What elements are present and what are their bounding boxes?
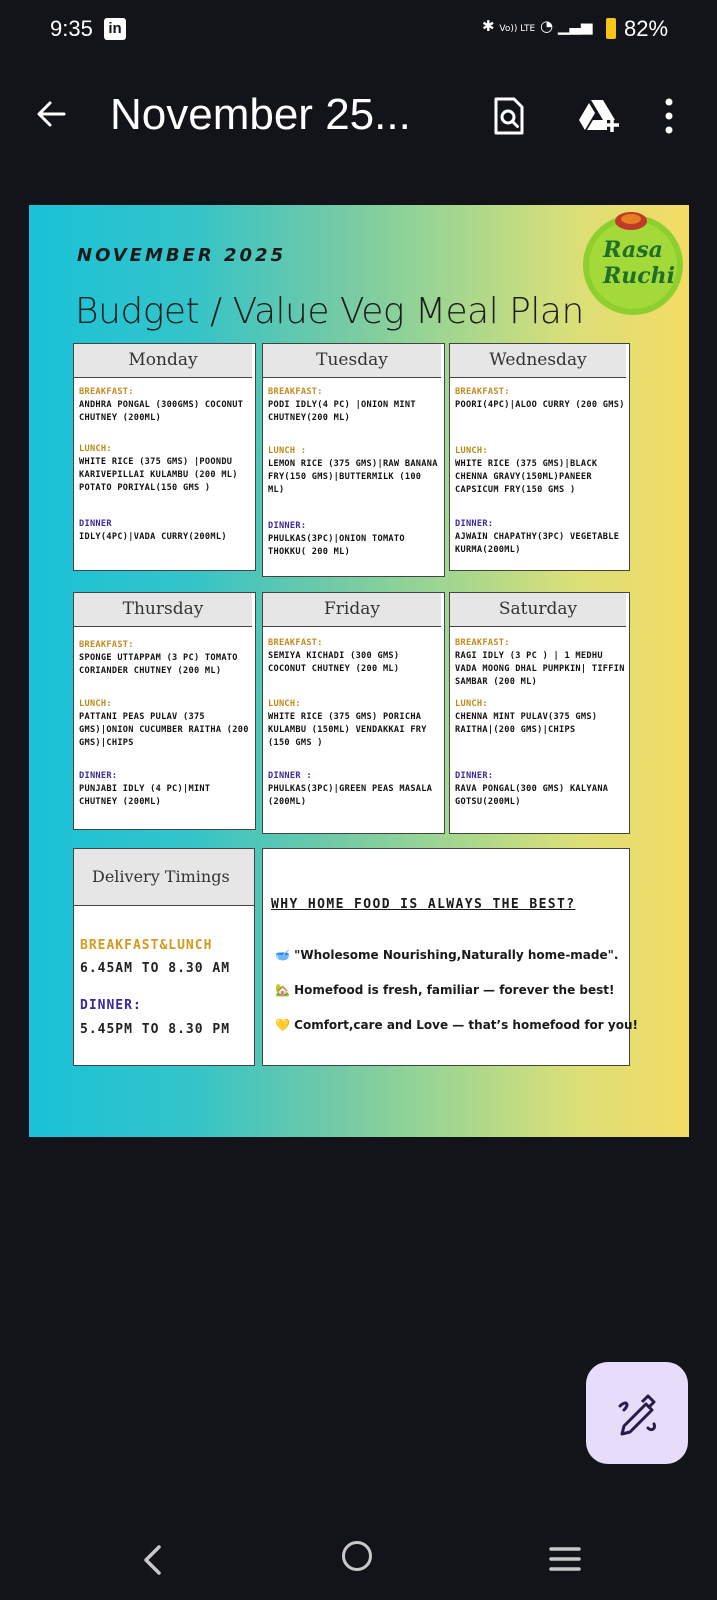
- dinner-delivery-label: DINNER:: [80, 998, 142, 1013]
- house-icon: 🏡: [275, 983, 290, 997]
- why-line-2: 🏡 Homefood is fresh, familiar — forever the best!: [275, 983, 615, 997]
- lunch-item: LUNCH: WHITE RICE (375 GMS)|BLACK CHENNA GRAVY(150ML)PANEER CAPSICUM FRY(150 GMS ): [455, 446, 598, 495]
- signal-icons: [482, 17, 592, 35]
- more-vert-icon[interactable]: [664, 98, 674, 139]
- rasa-ruchi-logo: [573, 205, 689, 320]
- document-title: November 25...: [110, 90, 411, 139]
- day-card-wednesday: [449, 343, 630, 571]
- breakfast-lunch-time: 6.45AM TO 8.30 AM: [80, 961, 231, 976]
- day-heading: Tuesday: [263, 344, 441, 378]
- bowl-icon: 🥣: [275, 948, 290, 962]
- why-heading: WHY HOME FOOD IS ALWAYS THE BEST?: [271, 897, 576, 912]
- battery-percent: 82%: [624, 16, 669, 41]
- delivery-timings-card: [73, 848, 255, 1066]
- heart-icon: 💛: [275, 1018, 290, 1032]
- lunch-item: LUNCH: PATTANI PEAS PULAV (375 GMS)|ONION CUCUMBER RAITHA (200 GMS)|CHIPS: [79, 699, 249, 748]
- breakfast-item: BREAKFAST: PODI IDLY(4 PC) |ONION MINT CHUTNEY(200 ML): [268, 387, 416, 423]
- svg-text:Ruchi: Ruchi: [602, 263, 676, 289]
- breakfast-item: BREAKFAST: RAGI IDLY (3 PC ) | 1 MEDHU VADA MOONG DHAL PUMPKIN| TIFFIN SAMBAR (200 ML): [455, 638, 625, 687]
- search-document-icon[interactable]: [492, 96, 526, 141]
- dinner-item: DINNER: PHULKAS(3PC)|ONION TOMATO THOKKU( 200 ML): [268, 521, 405, 557]
- delivery-heading: Delivery Timings: [74, 849, 254, 906]
- dinner-item: DINNER: RAVA PONGAL(300 GMS) KALYANA GOTSU(200ML): [455, 771, 609, 807]
- day-heading: Wednesday: [450, 344, 626, 378]
- drive-add-icon[interactable]: [578, 98, 622, 139]
- status-time: 9:35: [50, 16, 93, 41]
- nav-recents-icon[interactable]: [548, 1546, 582, 1577]
- dinner-item: DINNER IDLY(4PC)|VADA CURRY(200ML): [79, 519, 227, 542]
- why-line-3: 💛 Comfort,care and Love — that’s homefood for you!: [275, 1018, 638, 1032]
- day-heading: Monday: [74, 344, 252, 378]
- breakfast-item: BREAKFAST: SPONGE UTTAPPAM (3 PC) TOMATO CORIANDER CHUTNEY (200 ML): [79, 640, 238, 676]
- day-card-saturday: [449, 592, 630, 834]
- document-page[interactable]: [29, 205, 689, 1137]
- status-bar: [0, 0, 717, 60]
- edit-pen-icon: [586, 1362, 688, 1464]
- day-card-monday: [73, 343, 256, 571]
- dinner-delivery-time: 5.45PM TO 8.30 PM: [80, 1022, 231, 1037]
- plan-title: Budget / Value Veg Meal Plan: [75, 291, 584, 332]
- day-card-friday: [262, 592, 445, 834]
- battery-icon: [606, 18, 616, 39]
- dinner-item: DINNER: AJWAIN CHAPATHY(3PC) VEGETABLE KURMA(200ML): [455, 519, 620, 555]
- breakfast-item: BREAKFAST: SEMIYA KICHADI (300 GMS) COCONUT CHUTNEY (200 ML): [268, 638, 400, 674]
- wifi-icon: ◔: [539, 17, 554, 35]
- nav-home-icon[interactable]: [342, 1541, 372, 1571]
- why-home-food-card: [262, 848, 638, 1066]
- edit-fab-button[interactable]: [586, 1362, 688, 1464]
- day-heading: Saturday: [450, 593, 626, 627]
- lunch-item: LUNCH: WHITE RICE (375 GMS) |POONDU KARIVEPILLAI KULAMBU (200 ML) POTATO PORIYAL(150 GMS ): [79, 444, 238, 493]
- why-line-1: 🥣 "Wholesome Nourishing,Naturally home-made".: [275, 948, 619, 962]
- breakfast-item: BREAKFAST: ANDHRA PONGAL (300GMS) COCONUT CHUTNEY (200ML): [79, 387, 244, 423]
- day-card-thursday: [73, 592, 256, 830]
- lunch-item: LUNCH : LEMON RICE (375 GMS)|RAW BANANA FRY(150 GMS)|BUTTERMILK (100 ML): [268, 446, 438, 495]
- month-heading: NOVEMBER 2025: [77, 245, 287, 266]
- nav-back-icon[interactable]: [140, 1543, 164, 1582]
- linkedin-icon: in: [104, 18, 126, 40]
- dinner-item: DINNER: PUNJABI IDLY (4 PC)|MINT CHUTNEY (200ML): [79, 771, 211, 807]
- lunch-item: LUNCH: WHITE RICE (375 GMS) PORICHA KULAMBU (150ML) VENDAKKAI FRY (150 GMS ): [268, 699, 427, 748]
- breakfast-lunch-label: BREAKFAST&LUNCH: [80, 938, 213, 953]
- dinner-item: DINNER : PHULKAS(3PC)|GREEN PEAS MASALA (200ML): [268, 771, 433, 807]
- cell-signal-icon: ▁▃▅: [557, 17, 593, 35]
- bluetooth-icon: ✱: [482, 17, 495, 35]
- day-card-tuesday: [262, 343, 445, 577]
- day-heading: Friday: [263, 593, 441, 627]
- back-arrow-icon[interactable]: [34, 97, 68, 136]
- svg-text:Rasa: Rasa: [603, 237, 663, 263]
- day-heading: Thursday: [74, 593, 252, 627]
- breakfast-item: BREAKFAST: POORI(4PC)|ALOO CURRY (200 GMS): [455, 387, 625, 410]
- volte-label: Vo)) LTE: [499, 24, 536, 34]
- lunch-item: LUNCH: CHENNA MINT PULAV(375 GMS) RAITHA|(200 GMS)|CHIPS: [455, 699, 598, 735]
